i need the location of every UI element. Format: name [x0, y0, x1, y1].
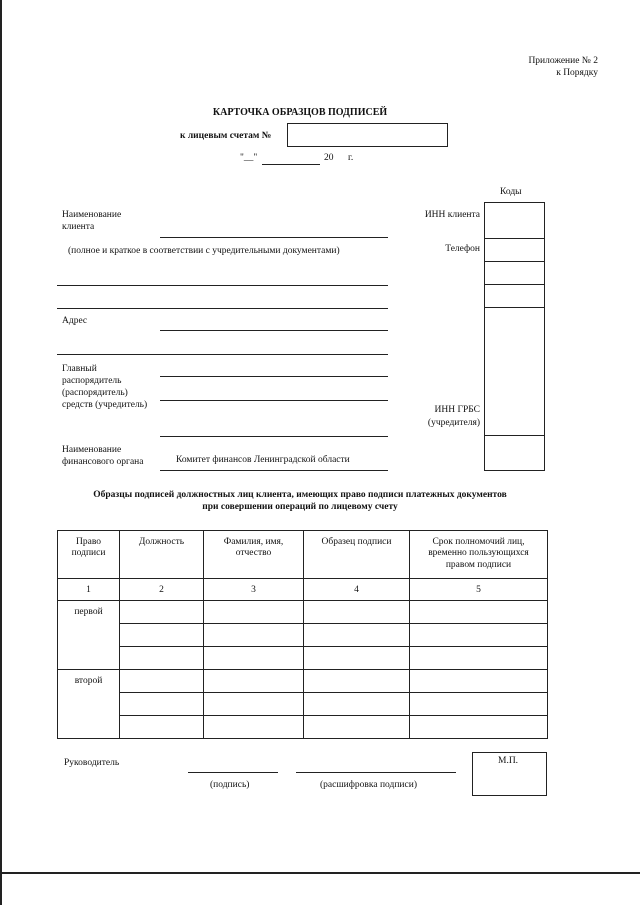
manager-label-4: средств (учредитель): [62, 400, 148, 410]
codes-sep-3: [484, 284, 545, 285]
client-name-line: [160, 237, 388, 238]
table-cell[interactable]: [204, 624, 304, 647]
section-title-1: Образцы подписей должностных лиц клиента, имеющих право подписи платежных документов: [93, 490, 507, 500]
table-cell[interactable]: [120, 716, 204, 739]
codes-column: [484, 202, 545, 471]
table-cell[interactable]: [410, 693, 548, 716]
header-position-text: Должность: [138, 537, 185, 547]
client-name-label-1: Наименование: [62, 210, 122, 220]
date-month-line: [262, 164, 320, 165]
header-right-2: подписи: [71, 548, 106, 559]
table-row: [58, 647, 548, 670]
col-num-3: 3: [204, 579, 304, 601]
group-first-label: первой: [74, 607, 103, 617]
col-num-4: 4: [304, 579, 410, 601]
fin-value: Комитет финансов Ленинградской области: [176, 455, 350, 465]
table-cell[interactable]: [410, 624, 548, 647]
fin-label-2: финансового органа: [62, 457, 144, 467]
page-left-edge: [0, 0, 2, 905]
manager-label-1: Главный: [62, 364, 97, 374]
table-cell[interactable]: [410, 601, 548, 624]
date-year-suffix: г.: [348, 153, 354, 163]
section-title-2: при совершении операций по лицевому счету: [202, 502, 398, 512]
table-cell[interactable]: [410, 670, 548, 693]
fin-line: [160, 470, 388, 471]
table-row: [58, 693, 548, 716]
table-cell[interactable]: [410, 647, 548, 670]
table-cell[interactable]: [204, 716, 304, 739]
header-fio: [204, 531, 304, 579]
client-name-line-2: [57, 285, 388, 286]
client-name-line-3: [57, 308, 388, 309]
codes-sep-1: [484, 238, 545, 239]
header-term-1: Срок полномочий лиц,: [432, 537, 525, 547]
client-name-hint: (полное и краткое в соответствии с учредительными документами): [68, 246, 340, 256]
table-cell[interactable]: [204, 647, 304, 670]
phone-label: Телефон: [445, 244, 480, 254]
table-row: [58, 716, 548, 739]
page-title: КАРТОЧКА ОБРАЗЦОВ ПОДПИСЕЙ: [212, 107, 388, 118]
manager-line-2: [160, 400, 388, 401]
decode-caption: (расшифровка подписи): [320, 780, 417, 790]
table-cell[interactable]: [304, 647, 410, 670]
header-term-3: правом подписи: [445, 559, 512, 570]
col-num-2: 2: [120, 579, 204, 601]
table-cell[interactable]: [304, 716, 410, 739]
header-fio-1: Фамилия, имя,: [223, 537, 284, 547]
fin-label-1: Наименование: [62, 445, 122, 455]
header-term-2: временно пользующихся: [428, 548, 529, 559]
signature-caption: (подпись): [210, 780, 250, 790]
col-num-1: 1: [58, 579, 120, 601]
inn-grbs-label-1: ИНН ГРБС: [434, 405, 480, 415]
table-cell[interactable]: [120, 670, 204, 693]
table-cell[interactable]: [304, 693, 410, 716]
header-position: [120, 531, 204, 579]
table-cell[interactable]: [304, 601, 410, 624]
table-cell[interactable]: [204, 670, 304, 693]
table-cell[interactable]: [120, 693, 204, 716]
table-row: [58, 601, 548, 624]
table-cell[interactable]: [304, 624, 410, 647]
codes-sep-4: [484, 307, 545, 308]
signature-line: [188, 772, 278, 773]
manager-label-2: распорядитель: [62, 376, 122, 386]
header-sample: [304, 531, 410, 579]
codes-sep-5: [484, 435, 545, 436]
appendix-line2: к Порядку: [556, 68, 598, 78]
address-line-2: [57, 354, 388, 355]
manager-line-3: [160, 436, 388, 437]
table-row: [58, 670, 548, 693]
table-cell[interactable]: [410, 716, 548, 739]
table-row: [58, 624, 548, 647]
manager-label-3: (распорядитель): [62, 388, 128, 398]
date-year: 20: [324, 153, 334, 163]
header-right: [58, 531, 120, 579]
group-second-label: второй: [74, 676, 103, 686]
header-fio-2: отчество: [235, 548, 272, 559]
group-first: [58, 601, 120, 670]
client-name-label-2: клиента: [62, 222, 95, 232]
col-num-5: 5: [410, 579, 548, 601]
decode-line: [296, 772, 456, 773]
codes-label: Коды: [500, 187, 522, 197]
accounts-label: к лицевым счетам №: [180, 131, 272, 141]
address-line: [160, 330, 388, 331]
manager-line-1: [160, 376, 388, 377]
codes-sep-2: [484, 261, 545, 262]
accounts-number-field[interactable]: [287, 123, 448, 147]
page-bottom-edge: [0, 872, 640, 874]
table-number-row: [58, 579, 548, 601]
header-sample-text: Образец подписи: [321, 537, 392, 547]
date-day: "__": [240, 153, 258, 163]
address-label: Адрес: [62, 316, 88, 326]
head-label: Руководитель: [64, 758, 120, 768]
table-cell[interactable]: [120, 601, 204, 624]
table-header-row: [58, 531, 548, 579]
signatures-table: [57, 530, 548, 739]
appendix-line1: Приложение № 2: [528, 56, 598, 66]
table-cell[interactable]: [120, 647, 204, 670]
table-cell[interactable]: [204, 693, 304, 716]
header-right-1: Право: [76, 537, 101, 547]
inn-client-label: ИНН клиента: [424, 210, 480, 220]
group-second: [58, 670, 120, 739]
table-cell[interactable]: [204, 601, 304, 624]
table-cell[interactable]: [120, 624, 204, 647]
table-cell[interactable]: [304, 670, 410, 693]
inn-grbs-label-2: (учредителя): [427, 418, 480, 428]
header-term: [410, 531, 548, 579]
stamp-label: М.П.: [498, 756, 519, 766]
